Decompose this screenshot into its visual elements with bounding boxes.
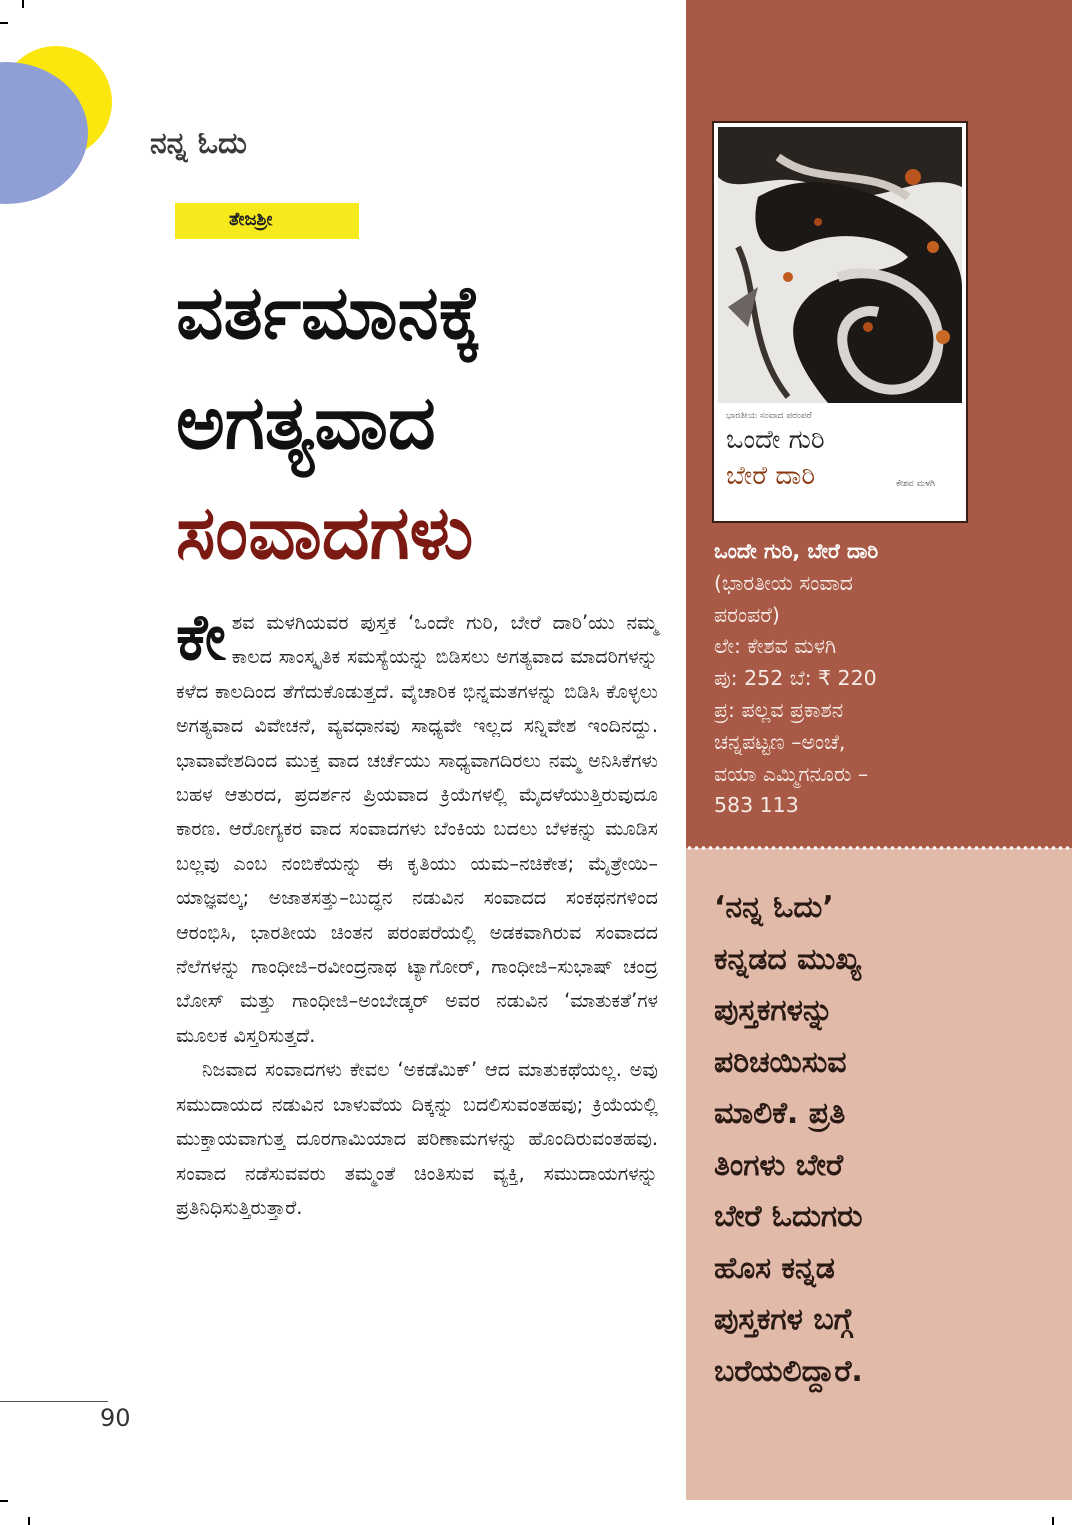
series-description-line: ಕನ್ನಡದ ಮುಖ್ಯ	[714, 941, 862, 977]
headline-line-2: ಅಗತ್ಯವಾದ	[176, 380, 436, 466]
series-description-line: ಬೇರೆ ಓದುಗರು	[714, 1199, 863, 1234]
book-info	[714, 536, 1054, 822]
cover-author: ಕೇಶವ ಮಳಗಿ	[896, 479, 935, 489]
cover-title-line-2: ಬೇರೆ ದಾರಿ	[726, 461, 816, 491]
series-description	[714, 882, 863, 1397]
series-description-line: ಮಾಲಿಕೆ. ಪ್ರತಿ	[714, 1096, 846, 1131]
publisher-address-line: ವಯಾ ಎಮ್ಮಿಗನೂರು –	[714, 761, 869, 786]
author-tag	[175, 203, 359, 239]
cover-title-line-1: ಒಂದೇ ಗುರಿ	[726, 425, 825, 455]
publisher-pincode: 583 113	[714, 793, 799, 818]
headline-line-3: ಸಂವಾದಗಳು	[176, 490, 474, 576]
series-description-line: ಪುಸ್ತಕಗಳನ್ನು	[714, 993, 834, 1028]
author-name: ತೇಜಶ್ರೀ	[229, 209, 273, 230]
crop-mark	[22, 0, 24, 8]
article-paragraph-text: ಶವ ಮಳಗಿಯವರ ಪುಸ್ತಕ ‘ಒಂದೇ ಗುರಿ, ಬೇರೆ ದಾರಿ’ಯು ನಮ್ಮ ಕಾಲದ ಸಾಂಸ್ಕೃತಿಕ ಸಮಸ್ಯೆಯನ್ನು ಬಿಡಿಸಲು ಅಗತ್ಯವಾದ ಮಾದರಿಗಳನ್ನು ಕಳೆದ ಕಾಲದಿಂದ ತೆಗೆದುಕೊಡುತ್ತದೆ. ವೈಚಾರಿಕ ಭಿನ್ನಮತಗಳನ್ನು ಬಿಡಿಸಿ ಕೊಳ್ಳಲು ಅಗತ್ಯವಾದ ವಿವೇಚನೆ, ವ್ಯವಧಾನವು ಸಾಧ್ಯವೇ ಇಲ್ಲದ ಸನ್ನಿವೇಶ ಇಂದಿನದ್ದು. ಭಾವಾವೇಶದಿಂದ ಮುಕ್ತ ವಾದ ಚರ್ಚೆಯು ಸಾಧ್ಯವಾಗದಿರಲು ನಮ್ಮ ಅನಿಸಿಕೆಗಳು ಬಹಳ ಆತುರದ, ಪ್ರದರ್ಶನ ಪ್ರಿಯವಾದ ಕ್ರಿಯೆಗಳಲ್ಲಿ ಮೈದಳೆಯುತ್ತಿರುವುದೂ ಕಾರಣ. ಆರೋಗ್ಯಕರ ವಾದ ಸಂವಾದಗಳು ಬೆಂಕಿಯ ಬದಲು ಬೆಳಕನ್ನು ಮೂಡಿಸ ಬಲ್ಲವು ಎಂಬ ನಂಬಿಕೆಯನ್ನು ಈ ಕೃತಿಯು ಯಮ–ನಚಿಕೇತ; ಮೈತ್ರೇಯಿ–ಯಾಜ್ಞವಲ್ಕ; ಅಜಾತಸತ್ತು–ಬುದ್ಧನ ನಡುವಿನ ಸಂವಾದದ ಸಂಕಥನಗಳಿಂದ ಆರಂಭಿಸಿ, ಭಾರತೀಯ ಚಿಂತನ ಪರಂಪರೆಯಲ್ಲಿ ಅಡಕವಾಗಿರುವ ಸಂವಾದದ ನೆಲೆಗಳನ್ನು ಗಾಂಧೀಜಿ–ರವೀಂದ್ರನಾಥ ಟ್ಯಾಗೋರ್, ಗಾಂಧೀಜಿ–ಸುಭಾಷ್ ಚಂದ್ರ ಬೋಸ್ ಮತ್ತು ಗಾಂಧೀಜಿ–ಅಂಬೇಡ್ಕರ್ ಅವರ ನಡುವಿನ ‘ಮಾತುಕತೆ’ಗಳ ಮೂಲಕ ವಿಸ್ತರಿಸುತ್ತದೆ.	[176, 611, 658, 1047]
book-subtitle-line: (ಭಾರತೀಯ ಸಂವಾದ	[714, 570, 853, 595]
series-description-line: ಪರಿಚಯಿಸುವ	[714, 1044, 847, 1080]
crop-mark	[0, 22, 8, 24]
book-cover-image	[712, 121, 968, 523]
series-description-line: ಹೊಸ ಕನ್ನಡ	[714, 1250, 835, 1286]
book-author: ಲೇ: ಕೇಶವ ಮಳಗಿ	[714, 634, 837, 659]
crop-mark	[0, 1500, 8, 1502]
drop-cap: ಕೇ	[176, 601, 226, 675]
book-pages-price: ಪು: 252 ಬೆ: ₹ 220	[714, 666, 877, 691]
cover-artwork	[718, 127, 962, 403]
dotted-divider	[686, 844, 1072, 852]
article-paragraph: ನಿಜವಾದ ಸಂವಾದಗಳು ಕೇವಲ ‘ಅಕಡೆಮಿಕ್’ ಆದ ಮಾತುಕಥೆಯಲ್ಲ. ಅವು ಸಮುದಾಯದ ನಡುವಿನ ಬಾಳುವೆಯ ದಿಕ್ಕನ್ನು ಬದಲಿಸುವಂತಹವು; ಕ್ರಿಯೆಯಲ್ಲಿ ಮುಕ್ತಾಯವಾಗುತ್ತ ದೂರಗಾಮಿಯಾದ ಪರಿಣಾಮಗಳನ್ನು ಹೊಂದಿರುವಂತಹವು. ಸಂವಾದ ನಡೆಸುವವರು ತಮ್ಮಂತೆ ಚಿಂತಿಸುವ ವ್ಯಕ್ತಿ, ಸಮುದಾಯಗಳನ್ನು ಪ್ರತಿನಿಧಿಸುತ್ತಿರುತ್ತಾರೆ.	[176, 1058, 658, 1219]
page-number-rule	[0, 1401, 108, 1402]
series-description-line: ‘ನನ್ನ ಓದು’	[714, 890, 834, 925]
series-description-line: ತಿಂಗಳು ಬೇರೆ	[714, 1147, 844, 1183]
book-publisher: ಪ್ರ: ಪಲ್ಲವ ಪ್ರಕಾಶನ	[714, 697, 844, 722]
page-number: 90	[100, 1404, 131, 1432]
publisher-address-line: ಚನ್ನಪಟ್ಟಣ –ಅಂಚೆ,	[714, 729, 846, 754]
series-description-line: ಪುಸ್ತಕಗಳ ಬಗ್ಗೆ	[714, 1302, 853, 1337]
article-paragraph	[176, 601, 658, 1053]
crop-mark	[1052, 1517, 1054, 1525]
series-description-line: ಬರೆಯಲಿದ್ದಾರೆ.	[714, 1353, 863, 1389]
section-title: ನನ್ನ ಓದು	[150, 126, 247, 161]
book-subtitle-line: ಪರಂಪರೆ)	[714, 602, 780, 627]
article-body	[176, 601, 658, 1225]
book-title: ಒಂದೇ ಗುರಿ, ಬೇರೆ ದಾರಿ	[714, 539, 879, 563]
headline-line-1: ವರ್ತಮಾನಕ್ಕೆ	[176, 270, 482, 356]
cover-series-label: ಭಾರತೀಯ ಸಂವಾದ ಪರಂಪರೆ	[726, 411, 812, 421]
crop-mark	[28, 1517, 30, 1525]
